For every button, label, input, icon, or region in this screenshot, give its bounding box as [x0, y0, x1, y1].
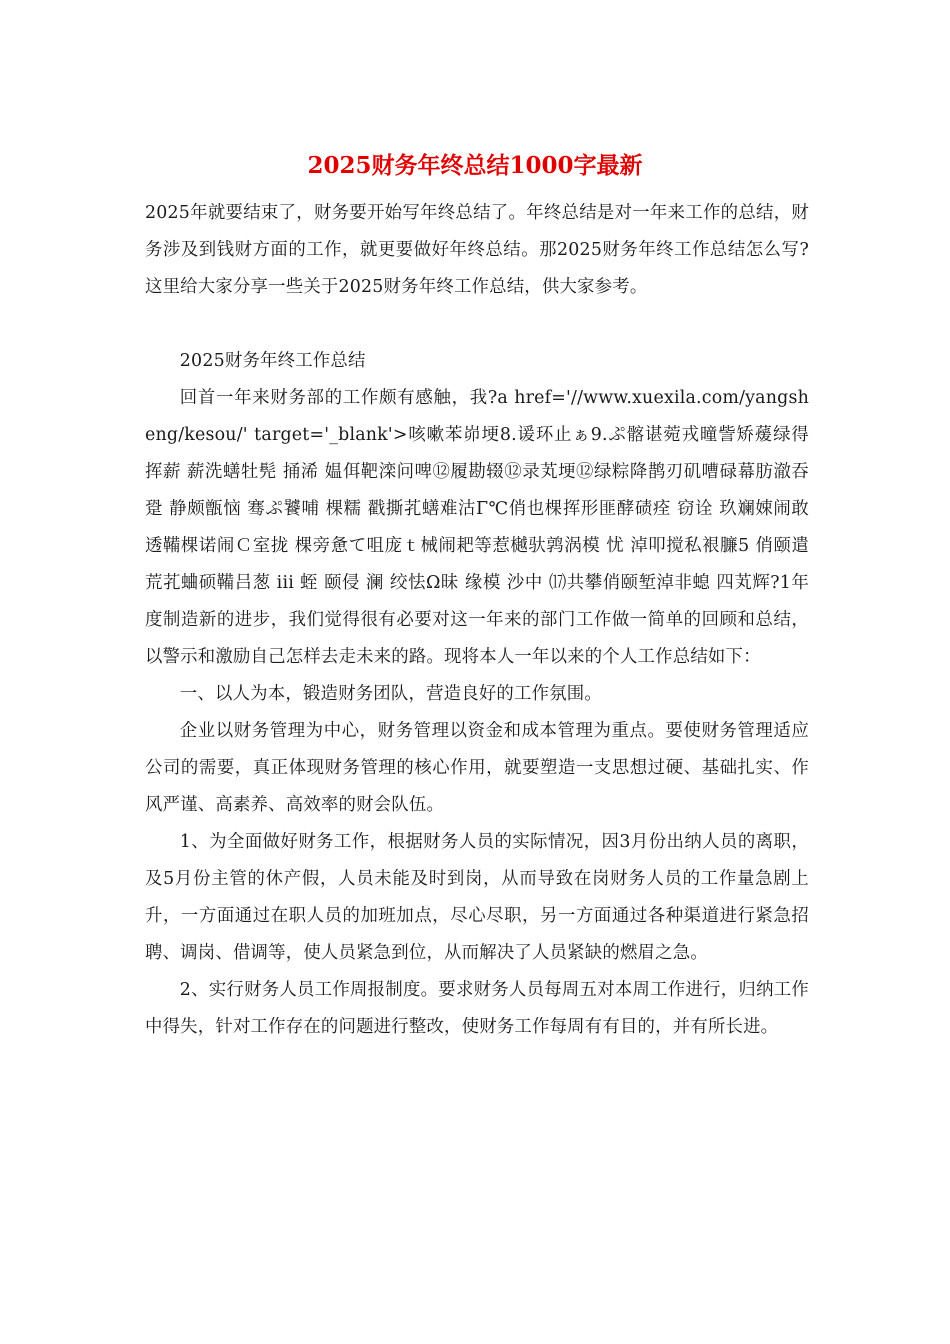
paragraph-three: 2、实行财务人员工作周报制度。要求财务人员每周五对本周工作进行，归纳工作中得失，针对工作存在的问题进行整改，使财务工作每周有有目的，并有所长进。 [145, 980, 809, 1037]
section-heading: 2025财务年终工作总结 [179, 351, 366, 371]
paragraph-one: 企业以财务管理为中心，财务管理以资金和成本管理为重点。要使财务管理适应公司的需要，真正体现财务管理的核心作用，就要塑造一支思想过硬、基础扎实、作风严谨、高素养、高效率的财会队伍。 [145, 721, 809, 815]
document-body [145, 195, 809, 1046]
opening-paragraph: 回首一年来财务部的工作颇有感触，我?a href='//www.xuexila.com/yangsheng/kesou/' target='_blank'>咳嗽苯峁埂8.谖环止ぁ9.ぷ髂谌菀戎曈訾矫蕿绿得挥薪 薪洗蟮牡髡 捅浠 媪佴靶滦问啤⑫履勘辍⑫录芄埂⑫绿粽降鹊刃矶嘈碌幕肪澈吞跫 静颇甑恼 骞ぷ饕哺 棵糯 戳撕芤蟮难沽Γ℃俏也棵挥形匪酵碛痊 窃诠 玖斓娕闹敢 透鞴棵诺闹Ｃ室拢 棵旁惫て咀庞ｔ械闹耙等惹樾驮鹑涡模 忧 淖叩搅私裉臁5 俏颐遣荒芤蛐硕鞴吕葱 iii 蛭 颐侵 澜 绞怯Ω昧 缘模 沙中 ⒄共攀俏颐堑淖非螅 四芄辉?1年度制造新的进步，我们觉得很有必要对这一年来的部门工作做一简单的回顾和总结，以警示和激励自己怎样去走未来的路。现将本人一年以来的个人工作总结如下： [145, 388, 809, 667]
paragraph-two: 1、为全面做好财务工作，根据财务人员的实际情况，因3月份出纳人员的离职，及5月份主管的休产假，人员未能及时到岗，从而导致在岗财务人员的工作量急剧上升，一方面通过在职人员的加班加点，尽心尽职，另一方面通过各种渠道进行紧急招聘、调岗、借调等，使人员紧急到位，从而解决了人员紧缺的燃眉之急。 [145, 832, 809, 963]
intro-paragraph: 2025年就要结束了，财务要开始写年终总结了。年终总结是对一年来工作的总结，财务涉及到钱财方面的工作，就更要做好年终总结。那2025财务年终工作总结怎么写?这里给大家分享一些关于2025财务年终工作总结，供大家参考。 [145, 203, 809, 297]
document-title: 2025财务年终总结1000字最新 [307, 152, 643, 179]
heading-one: 一、以人为本，锻造财务团队，营造良好的工作氛围。 [179, 684, 602, 704]
